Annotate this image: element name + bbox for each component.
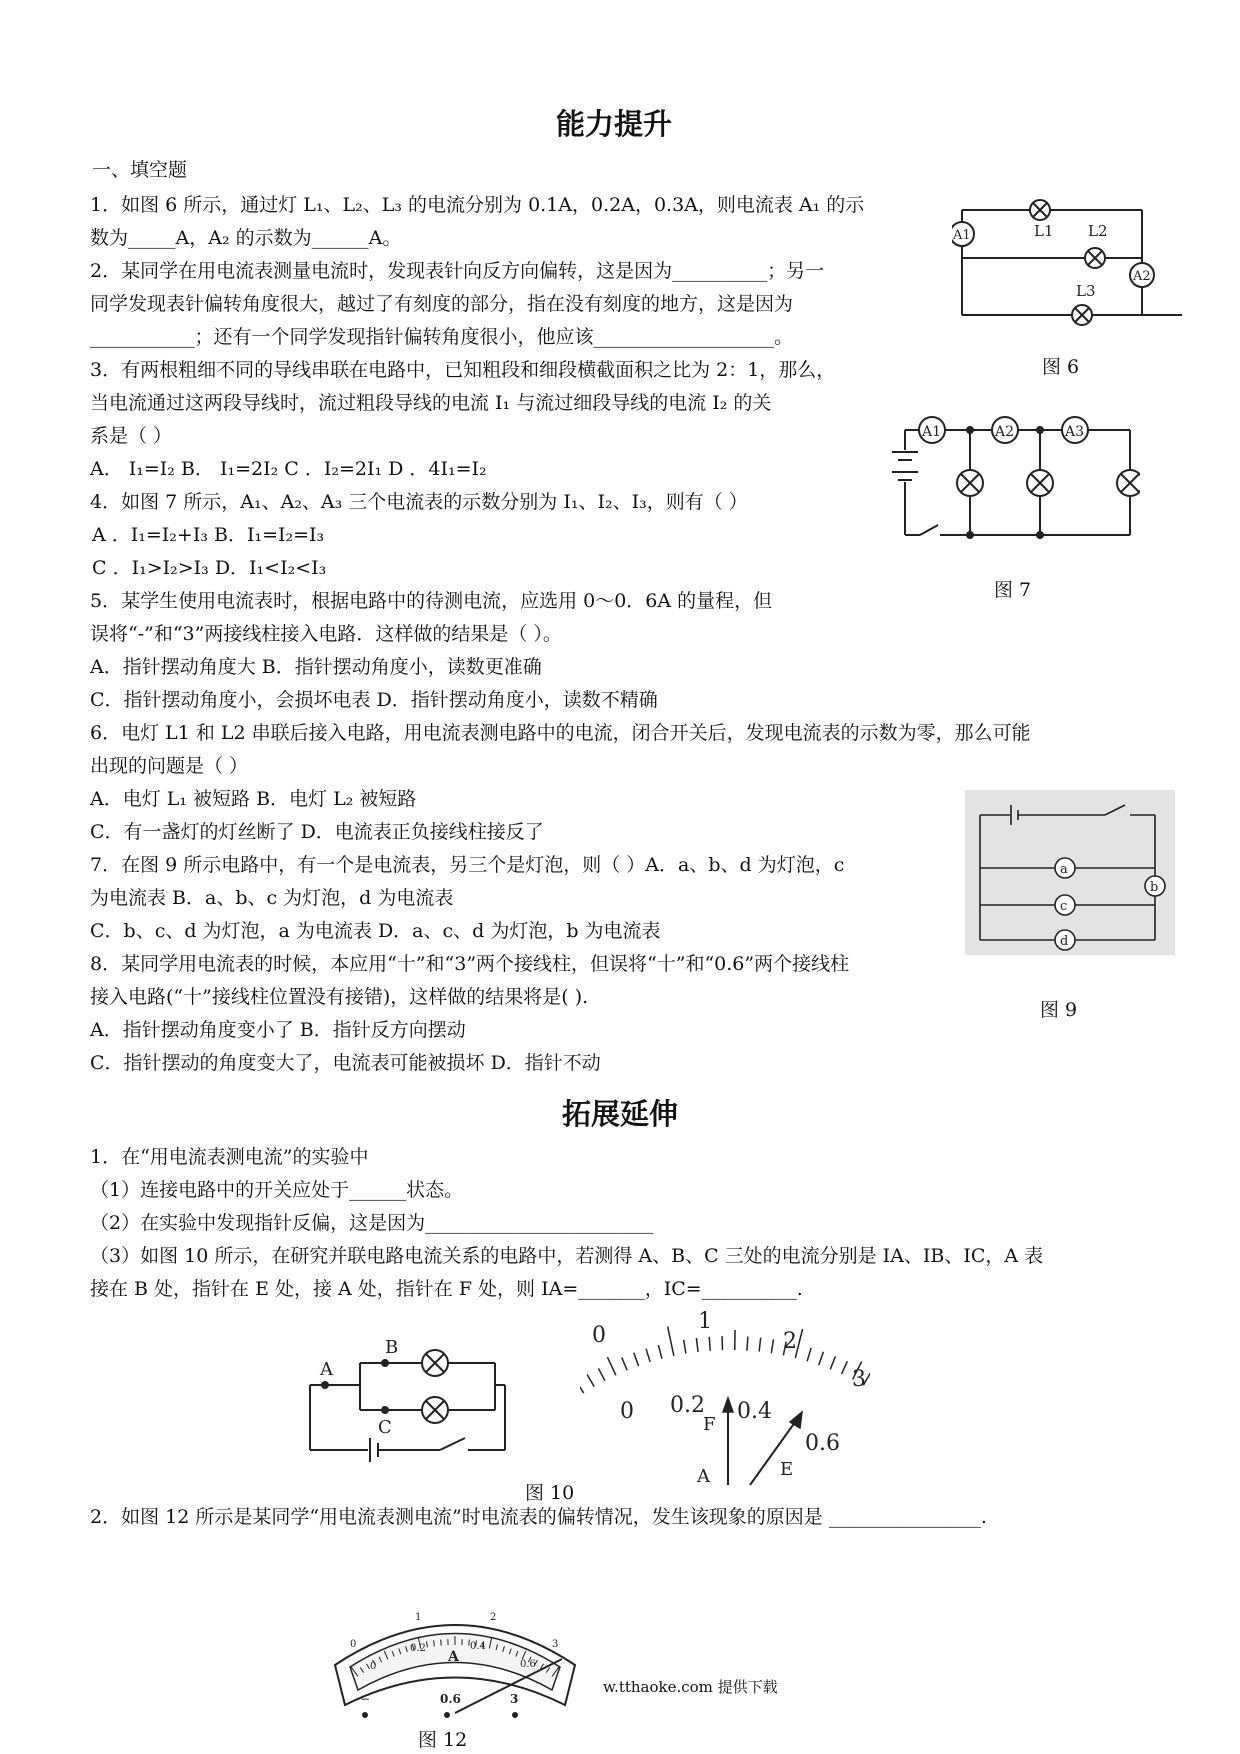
figure-12-meter (330, 1595, 580, 1720)
fig7-label-a1: A1 (922, 424, 942, 440)
question-line: 5．某学生使用电流表时，根据电路中的待测电流，应选用 0～0．6A 的量程，但 (90, 590, 773, 612)
fig10-label-c: C (378, 1417, 392, 1438)
question-line: C ．I₁>I₂>I₃ D．I₁<I₂<I₃ (92, 557, 327, 579)
fig9-label-c: c (1060, 899, 1068, 914)
fig7-label-a3: A3 (1065, 424, 1085, 440)
question-line: C．有一盏灯的灯丝断了 D．电流表正负接线柱接反了 (90, 821, 544, 843)
meter12-bottom-1: 0.2 (410, 1643, 426, 1654)
fig9-label-d: d (1060, 934, 1069, 949)
question-line: 7．在图 9 所示电路中，有一个是电流表，另三个是灯泡，则（ ）A．a、b、d 为灯泡，c (90, 854, 845, 876)
meter12-term-06: 0.6 (440, 1692, 461, 1706)
meter10-tick (634, 1353, 639, 1366)
meter10-bottom-1: 0.2 (670, 1393, 705, 1418)
question-line: 数为_____A，A₂ 的示数为______A。 (90, 227, 402, 249)
meter10-tick (759, 1338, 761, 1352)
meter10-label-f: F (703, 1414, 716, 1435)
meter10-label-e: E (780, 1459, 794, 1480)
question-line: A．电灯 L₁ 被短路 B．电灯 L₂ 被短路 (90, 788, 417, 810)
fig6-label-a1: A1 (953, 228, 971, 243)
fig7-label-a2: A2 (995, 424, 1015, 440)
fig6-label-l2: L2 (1088, 222, 1108, 240)
meter12-term-minus: − (360, 1692, 371, 1706)
caption-fig12: 图 12 (418, 1729, 468, 1751)
question-line: 接在 B 处，指针在 E 处，接 A 处，指针在 F 处，则 IA=_______，IC=__________. (90, 1278, 803, 1300)
question-line: 同学发现表针偏转角度很大，越过了有刻度的部分，指在没有刻度的地方，这是因为 (90, 293, 794, 315)
caption-fig7: 图 7 (994, 579, 1032, 601)
meter10-tick (830, 1356, 835, 1369)
question-line: 4．如图 7 所示，A₁、A₂、A₃ 三个电流表的示数分别为 I₁、I₂、I₃，则有（ ） (90, 491, 748, 513)
meter10-tick (684, 1340, 686, 1354)
question-line: A．指针摆动角度变小了 B．指针反方向摆动 (90, 1019, 466, 1041)
meter10-tick (668, 1327, 674, 1356)
meter10-tick (807, 1348, 811, 1361)
question-line: C．指针摆动角度小，会损坏电表 D．指针摆动角度小，读数不精确 (90, 689, 658, 711)
meter10-top-3: 3 (852, 1367, 866, 1392)
meter12-unit: A (448, 1649, 459, 1665)
fig9-label-b: b (1150, 880, 1159, 895)
meter10-bottom-0: 0 (620, 1399, 634, 1424)
question-fig12: 2．如图 12 所示是某同学“用电流表测电流”时电流表的偏转情况，发生该现象的原因是 ________________. (90, 1506, 987, 1528)
figure-7-circuit (880, 410, 1140, 550)
question-line: 3．有两根粗细不同的导线串联在电路中，已知粗段和细段横截面积之比为 2：1，那么， (90, 359, 836, 381)
question-line: （1）连接电路中的开关应处于______状态。 (90, 1179, 464, 1201)
meter10-tick (842, 1361, 848, 1374)
question-line: 系是（ ） (90, 425, 173, 447)
caption-fig10: 图 10 (525, 1482, 575, 1504)
meter12-bottom-2: 0.4 (470, 1641, 486, 1652)
figure-10-meter (580, 1300, 870, 1490)
meter12-top-2: 2 (490, 1612, 497, 1623)
fig10-label-b: B (385, 1337, 399, 1358)
question-line: ___________；还有一个同学发现指针偏转角度很小，他应该___________________。 (90, 326, 794, 348)
fig6-label-l3: L3 (1076, 282, 1096, 300)
question-line: 为电流表 B．a、b、c 为灯泡，d 为电流表 (90, 887, 454, 909)
figure-9-circuit (965, 790, 1175, 955)
meter12-top-0: 0 (350, 1639, 357, 1650)
meter12-tick (441, 1640, 442, 1646)
meter12-bottom-0: 0 (370, 1661, 377, 1672)
caption-fig9: 图 9 (1040, 999, 1078, 1021)
question-line: A ．I₁=I₂+I₃ B．I₁=I₂=I₃ (92, 524, 325, 546)
meter10-tick (598, 1368, 604, 1380)
meter10-tick (622, 1357, 627, 1370)
meter12-top-3: 3 (552, 1639, 559, 1650)
meter10-tick (696, 1338, 698, 1352)
meter10-top-0: 0 (592, 1323, 606, 1348)
meter12-term-3: 3 (510, 1692, 519, 1706)
meter10-tick (709, 1337, 710, 1351)
meter10-tick (819, 1352, 824, 1365)
question-line: 6．电灯 L1 和 L2 串联后接入电路，用电流表测电路中的电流，闭合开关后，发现电流表的示数为零，那么可能 (90, 722, 1031, 744)
question-line: 1．在“用电流表测电流”的实验中 (90, 1146, 369, 1168)
meter10-top-1: 1 (698, 1309, 712, 1334)
lamp-3 (1117, 470, 1140, 496)
meter10-tick (580, 1381, 584, 1393)
fig10-label-a: A (320, 1359, 333, 1380)
question-line: 8．某同学用电流表的时候，本应用“十”和“3”两个接线柱，但误将“十”和“0.6”两个接线柱 (90, 953, 850, 975)
section-heading: 一、填空题 (92, 159, 188, 181)
figure-6-circuit (952, 190, 1182, 330)
meter10-top-2: 2 (783, 1329, 797, 1354)
question-line: 当电流通过这两段导线时，流过粗段导线的电流 I₁ 与流过细段导线的电流 I₂ 的关 (90, 392, 772, 414)
figure-10-circuit (300, 1335, 520, 1465)
meter10-bottom-3: 0.6 (805, 1431, 840, 1456)
question-line: 1．如图 6 所示，通过灯 L₁、L₂、L₃ 的电流分别为 0.1A，0.2A，0.3A，则电流表 A₁ 的示 (90, 194, 865, 216)
question-line: C．b、c、d 为灯泡，a 为电流表 D．a、c、d 为灯泡，b 为电流表 (90, 920, 661, 942)
question-line: （3）如图 10 所示，在研究并联电路电流关系的电路中，若测得 A、B、C 三处的电流分别是 IA、IB、IC，A 表 (90, 1245, 1044, 1267)
question-line: A． I₁=I₂ B． I₁=2I₂ C ．I₂=2I₁ D ．4I₁=I₂ (90, 458, 487, 480)
meter10-label-a: A (697, 1466, 710, 1487)
meter10-tick (658, 1345, 662, 1359)
question-line: 接入电路(“十”接线柱位置没有接错)，这样做的结果将是( ). (90, 986, 589, 1008)
question-line: 出现的问题是（ ） (90, 755, 249, 777)
question-line: 2．某同学在用电流表测量电流时，发现表针向反方向偏转，这是因为__________；另一 (90, 260, 825, 282)
question-line: C．指针摆动的角度变大了，电流表可能被损坏 D．指针不动 (90, 1052, 601, 1074)
meter12-bottom-3: 0.6 (520, 1659, 536, 1670)
title-tuozhan: 拓展延伸 (562, 1097, 679, 1131)
question-line: A．指针摆动角度大 B．指针摆动角度小，读数更准确 (90, 656, 542, 678)
meter10-tick (607, 1357, 615, 1375)
meter10-bottom-2: 0.4 (737, 1399, 772, 1424)
meter10-tick (771, 1339, 773, 1353)
fig6-label-l1: L1 (1034, 222, 1054, 240)
question-line: （2）在实验中发现指针反偏，这是因为________________________ (90, 1212, 654, 1234)
question-line: 误将“-”和“3”两接线柱接入电路．这样做的结果是（ ）。 (90, 623, 562, 645)
meter12-top-1: 1 (415, 1612, 422, 1623)
watermark: w.tthaoke.com 提供下载 (603, 1678, 778, 1696)
meter10-tick (587, 1375, 594, 1387)
caption-fig6: 图 6 (1042, 356, 1080, 378)
fig6-label-a2: A2 (1133, 269, 1151, 284)
meter10-tick (747, 1337, 748, 1351)
title-nengli: 能力提升 (556, 107, 673, 141)
meter10-tick (646, 1349, 650, 1362)
fig9-label-a: a (1060, 862, 1068, 877)
